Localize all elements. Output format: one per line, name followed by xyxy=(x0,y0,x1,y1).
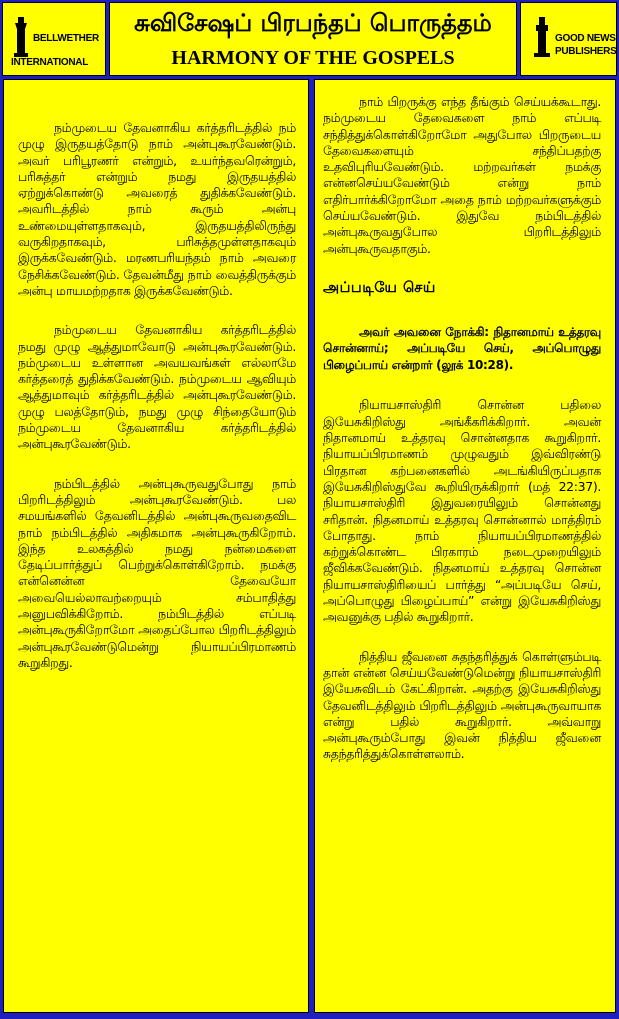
bellwether-logo xyxy=(2,2,106,76)
right-column-text xyxy=(323,94,601,786)
logo-line1: GOOD NEWS xyxy=(555,33,616,44)
paragraph: நியாயசாஸ்திரி சொன்ன பதிலை இயேசுகிறிஸ்து அங்கீகரிக்கிறார். அவன் நிதானமாய் உத்தரவு சொன்னதாக கூறுகிறார். நியாயப்பிரமாணம் முழுவதும் இவ்விரண்டு பிரதான கற்பனைகளில் அடங்கியிருப்பதாக இயேசுகிறிஸ்துவே கூறியிருக்கிறார் (மத் 22:37). நியாயசாஸ்திரி இதுவரையிலும் சொன்னது சரிதான். நிதனமாய் உத்தரவு சொன்னால் மாத்திரம் போதாது. நாம் நியாயப்பிரமாணத்தில் கற்றுக்கொண்ட பிரகாரம் நடைமுறையிலும் ஜீவிக்கவேண்டும். நிதனமாய் உத்தரவு சொன்ன நியாயசாஸ்திரியைப் பார்த்து “அப்படியே செய், அப்பொழுது பிழைப்பாய்” என்று இயேசுகிறிஸ்து அவனுக்கு பதில் கூறுகிறார். xyxy=(323,397,601,625)
paragraph: நித்திய ஜீவனை சுதந்தரித்துக் கொள்ளும்படி தான் என்ன செய்யவேண்டுமென்று நியாயசாஸ்திரி இயேசுவிடம் கேட்கிறான். அதற்கு இயேசுகிறிஸ்து தேவனிடத்திலும் பிறரிடத்திலும் அன்புகூருவாயாக என்று பதில் கூறுகிறார். அவ்வாறு அன்புகூரும்போது இவன் நித்திய ஜீவனை சுதந்தரித்துக்கொள்ளலாம். xyxy=(323,648,601,762)
paragraph: நாம் பிறருக்கு எந்த தீங்கும் செய்யக்கூடாது. நம்முடைய தேவைகளை நாம் எப்படி சந்தித்துக்கொள்கிறோமோ அதுபோல பிறருடைய தேவைகளையும் சந்திப்பதற்கு உதவிபுரியவேண்டும். மற்றவர்கள் நமக்கு என்னசெய்யவேண்டும் என்று நாம் எதிர்பார்க்கிறோமோ அதை நாம் மற்றவர்களுக்கும் செய்யவேண்டும். இதுவே நம்பிடத்தில் அன்புகூருவதுபோல பிறரிடத்திலும் அன்புகூருவதாகும். xyxy=(323,94,601,256)
title-tamil: சுவிசேஷப் பிரபந்தப் பொருத்தம் xyxy=(134,9,492,37)
header xyxy=(0,0,619,79)
left-column xyxy=(3,79,309,1013)
tower-icon xyxy=(531,17,553,57)
left-column-text xyxy=(18,120,296,694)
logo-line2: PUBLISHERS xyxy=(555,46,617,57)
section-heading: அப்படியே செய் xyxy=(323,279,436,296)
title-english: HARMONY OF THE GOSPELS xyxy=(171,47,455,69)
bell-tower-icon xyxy=(11,17,31,57)
paragraph: நம்முடைய தேவனாகிய கர்த்தரிடத்தில் நம் முழு இருதயத்தோடு நாம் அன்புகூரவேண்டும். அவர் பரிபூரணர் என்றும், உயர்ந்தவரென்றும், பரிசுத்தர் என்றும் நமது இருதயத்தில் ஏற்றுக்கொண்டு அவரைத் துதிக்கவேண்டும். அவரிடத்தில் நாம் கூரும் அன்பு உண்மையுள்ளதாகவும், இருதயத்திலிருந்து வருகிறதாகவும், பரிசுத்தமுள்ளதாகவும் இருக்கவேண்டும். மரணபரியந்தம் நாம் அவரை நேசிக்கவேண்டும். தேவன்மீது நாம் வைத்திருக்கும் அன்பு மாயமற்றதாக இருக்கவேண்டும். xyxy=(18,120,296,298)
paragraph: நம்பிடத்தில் அன்புகூருவதுபோது நாம் பிறரிடத்திலும் அன்புகூரவேண்டும். பல சமயங்களில் தேவனிடத்தில் அன்புகூருவதைவிட நாம் நம்பிடத்தில் அதிகமாக அன்புகூருகிறோம். இந்த உலகத்தில் நமது நன்மைகளை தேடிப்பார்த்துப் பெற்றுக்கொள்கிறோம். நமக்கு என்னென்ன தேவையோ அவையெல்லாவற்றையும் சம்பாதித்து அனுபவிக்கிறோம். நம்பிடத்தில் எப்படி அன்புகூருகிறோமோ அதைப்போல பிறரிடத்திலும் அன்புகூரவேண்டுமென்று நியாயப்பிரமாணம் கூறுகிறது. xyxy=(18,475,296,670)
logo-line2: INTERNATIONAL xyxy=(11,57,89,68)
paragraph: நம்முடைய தேவனாகிய கர்த்தரிடத்தில் நமது முழு ஆத்துமாவோடு அன்புகூரவேண்டும். நம்முடைய உள்ளான அவயவங்கள் எல்லாமே கர்த்தரைத் துதிக்கவேண்டும். நம்முடைய ஆவியும் ஆத்துமாவும் கர்த்தரிடத்தில் அன்புகூரவேண்டும். முழு பலத்தோடும், நமது முழு சிந்தையோடும் நம்முடைய தேவனாகிய கர்த்தரிடத்தில் அன்புகூரவேண்டும். xyxy=(18,322,296,452)
title-box xyxy=(109,2,517,76)
logo-line1: BELLWETHER xyxy=(33,33,99,44)
scripture-quote: அவர் அவனை நோக்கி: நிதானமாய் உத்தரவு சொன்னாய்; அப்படியே செய், அப்பொழுது பிழைப்பாய் என்றார் (லூக் 10:28). xyxy=(323,324,601,372)
right-column xyxy=(314,79,616,1013)
good-news-logo xyxy=(520,2,617,76)
